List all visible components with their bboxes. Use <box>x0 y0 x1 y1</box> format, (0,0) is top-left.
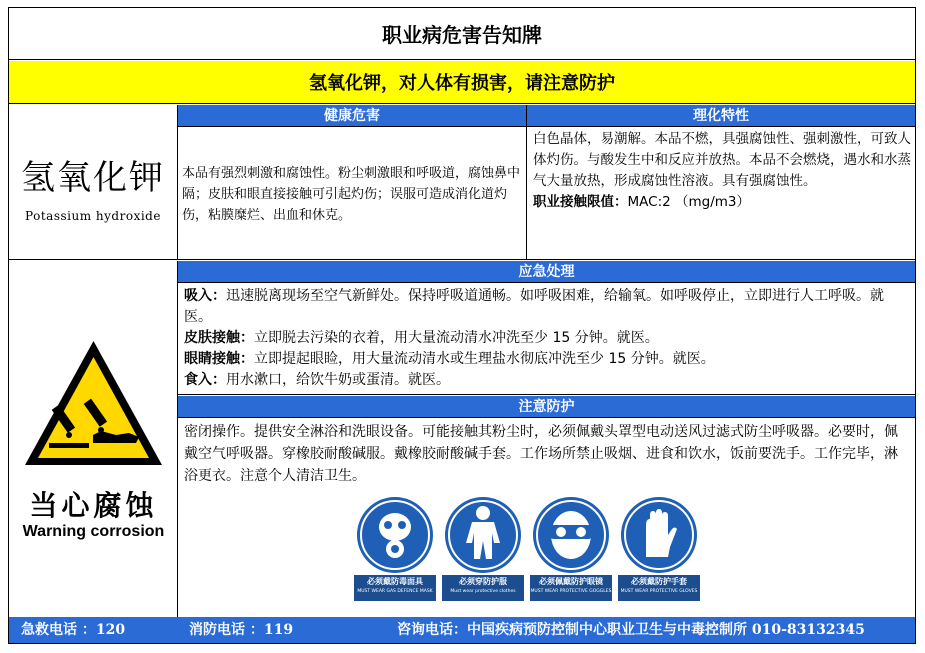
protection-section <box>178 396 915 617</box>
emergency-item-inhalation: 吸入：迅速脱离现场至空气新鲜处。保持呼吸道通畅。如呼吸困难，给输氧。如呼吸停止，立即进行人工呼吸。就医。 <box>184 288 884 325</box>
notice-board <box>8 7 916 644</box>
emergency-item-eye: 眼睛接触：立即提起眼睑，用大量流动清水或生理盐水彻底冲洗至少 15 分钟。就医。 <box>184 351 715 367</box>
board-subtitle: 氢氧化钾，对人体有损害，请注意防护 <box>9 61 915 104</box>
health-hazard-heading: 健康危害 <box>178 105 526 127</box>
ppe-caption: 必须戴防毒面具 MUST WEAR GAS DEFENCE MASK <box>354 575 436 601</box>
warning-sign-cell <box>9 261 178 617</box>
gas-mask-icon <box>354 495 436 575</box>
substance-name-en: Potassium hydroxide <box>25 208 161 223</box>
goggles-icon <box>530 495 612 575</box>
properties-body <box>527 127 915 213</box>
ppe-caption: 必须穿防护服 Must wear protective clothes <box>442 575 524 601</box>
board-title: 职业病危害告知牌 <box>9 8 915 60</box>
ppe-caption: 必须戴防护手套 MUST WEAR PROTECTIVE GLOVES <box>618 575 700 601</box>
protection-heading: 注意防护 <box>178 396 915 418</box>
mac-value: MAC:2 （mg/m3） <box>627 194 751 210</box>
properties-heading: 理化特性 <box>527 105 915 127</box>
consult-phone: 咨询电话：中国疾病预防控制中心职业卫生与中毒控制所 010-83132345 <box>397 622 865 638</box>
emergency-body <box>178 283 915 391</box>
protection-text: 密闭操作。提供安全淋浴和洗眼设备。可能接触其粉尘时，必须佩戴头罩型电动送风过滤式防尘呼吸器。必要时，佩戴空气呼吸器。穿橡胶耐酸碱服。戴橡胶耐酸碱手套。工作场所禁止吸烟、进食和饮水，饭前要洗手。工作完毕，淋浴更衣。注意个人清洁卫生。 <box>184 424 898 484</box>
ppe-sign-goggles <box>530 495 612 610</box>
properties-text: 白色晶体，易潮解。本品不燃，具强腐蚀性、强刺激性，可致人体灼伤。与酸发生中和反应并放热。本品不会燃烧，遇水和水蒸气大量放热，形成腐蚀性溶液。具有强腐蚀性。 <box>533 131 911 189</box>
warning-label-cn: 当心腐蚀 <box>29 489 158 522</box>
fire-phone: 消防电话 ：119 <box>189 622 294 638</box>
ppe-sign-gas-mask <box>354 495 436 610</box>
properties-section <box>527 105 915 260</box>
ppe-sign-gloves <box>618 495 700 610</box>
ppe-sign-protective-clothes <box>442 495 524 610</box>
health-hazard-text: 本品有强烈刺激和腐蚀性。粉尘刺激眼和呼吸道，腐蚀鼻中隔；皮肤和眼直接接触可引起灼伤；误服可造成消化道灼伤，粘膜糜烂、出血和休克。 <box>182 166 521 223</box>
mac-label: 职业接触限值： <box>533 194 628 210</box>
protective-clothes-icon <box>442 495 524 575</box>
emergency-section <box>178 261 915 395</box>
ppe-signs <box>354 495 700 610</box>
emergency-item-skin: 皮肤接触：立即脱去污染的衣着，用大量流动清水冲洗至少 15 分钟。就医。 <box>184 330 659 346</box>
health-hazard-section <box>178 105 527 260</box>
corrosion-warning-icon <box>21 337 166 469</box>
footer-bar <box>9 617 915 643</box>
ppe-caption: 必须佩戴防护眼镜 MUST WEAR PROTECTIVE GOGGLES <box>530 575 612 601</box>
warning-label-en: Warning corrosion <box>22 523 165 540</box>
first-aid-phone: 急救电话 ：120 <box>21 622 126 638</box>
substance-name-cn: 氢氧化钾 <box>21 157 165 198</box>
gloves-icon <box>618 495 700 575</box>
emergency-item-ingestion: 食入：用水漱口，给饮牛奶或蛋清。就医。 <box>184 372 450 388</box>
substance-name-cell <box>9 105 178 260</box>
emergency-heading: 应急处理 <box>178 261 915 283</box>
